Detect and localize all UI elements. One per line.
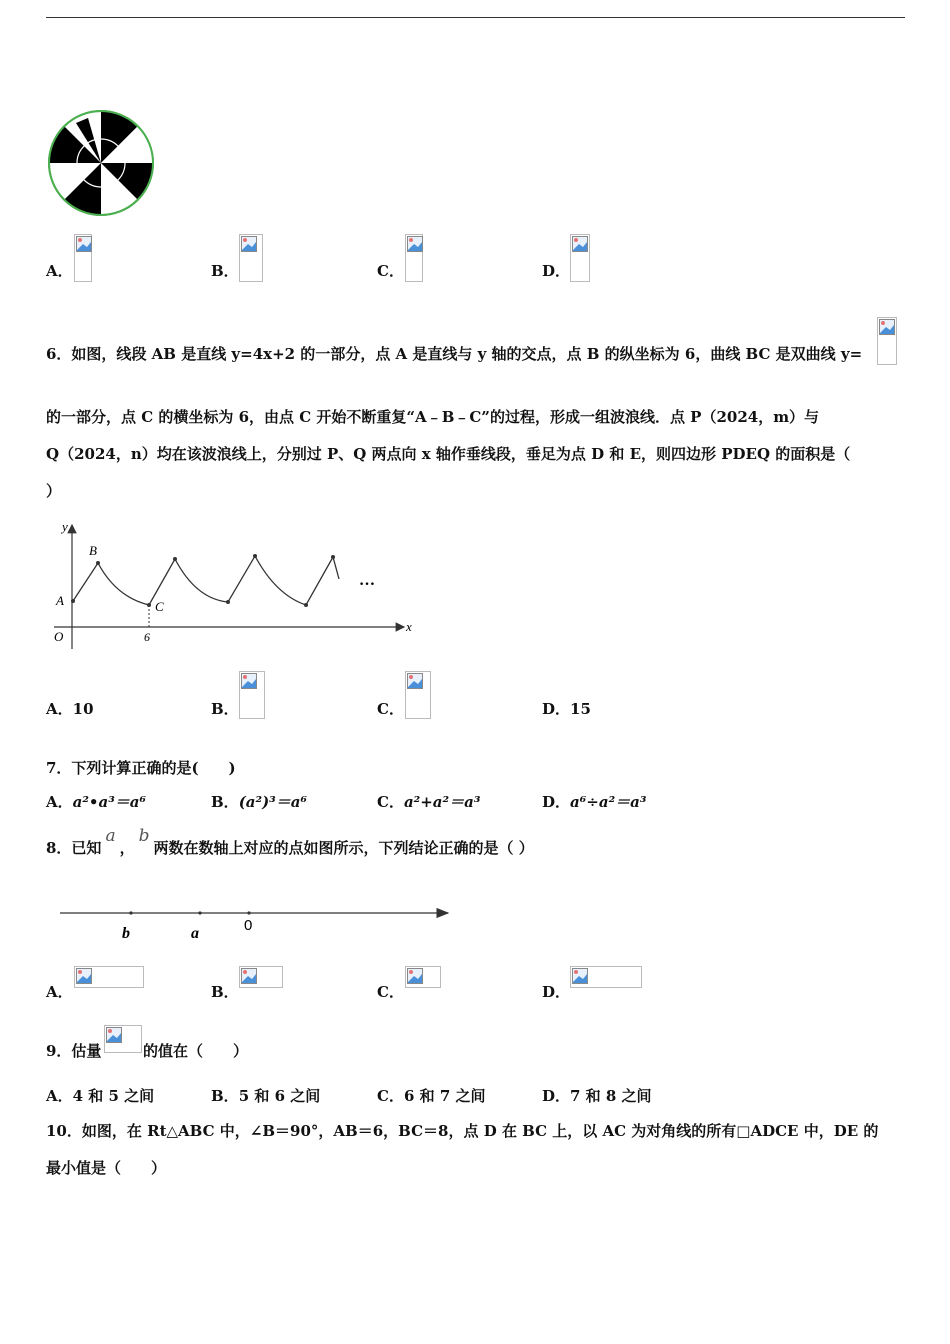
q5-option-d-image — [570, 234, 590, 282]
option-label: C． — [377, 793, 404, 811]
option-label: A． — [46, 262, 73, 280]
broken-image-icon — [407, 968, 423, 984]
option-text: a⁶÷a²＝a³ — [570, 793, 647, 811]
trough-2 — [226, 600, 230, 604]
point-a-marker — [198, 911, 201, 914]
option-label: A． — [46, 983, 73, 1001]
option-label: C． — [377, 262, 404, 280]
broken-image-icon — [879, 319, 895, 335]
pinwheel-figure — [46, 108, 156, 218]
q6-stem-line-2: 的一部分，点 C 的横坐标为 6，由点 C 开始不断重复“A﹣B﹣C”的过程，形成一组波浪线．点 P（2024，m）与 — [46, 408, 820, 426]
option-label: C． — [377, 1087, 404, 1105]
option-label: A． — [46, 1087, 73, 1105]
q6-stem-line-3: Q（2024，n）均在该波浪线上，分别过 P、Q 两点向 x 轴作垂线段，垂足为点 D 和 E，则四边形 PDEQ 的面积是（ — [46, 445, 851, 463]
trough-3 — [304, 603, 308, 607]
q5-option-c[interactable] — [377, 261, 404, 281]
header-rule — [46, 17, 905, 18]
option-label: D． — [542, 700, 571, 718]
q8-option-b-image — [239, 966, 283, 988]
broken-image-icon — [407, 236, 423, 252]
broken-image-icon — [241, 968, 257, 984]
ellipsis: … — [359, 572, 375, 589]
q6-option-b[interactable] — [211, 699, 239, 719]
c-label: C — [155, 599, 164, 614]
option-label: B． — [211, 793, 239, 811]
q6-option-b-image — [239, 671, 265, 719]
q6-option-c-image — [405, 671, 431, 719]
q5-option-a-image — [74, 234, 92, 282]
broken-image-icon — [241, 236, 257, 252]
option-label: D． — [542, 262, 571, 280]
q5-option-b-image — [239, 234, 263, 282]
option-label: D． — [542, 793, 571, 811]
broken-image-icon — [572, 968, 588, 984]
q6-stem-line-1: 6．如图，线段 AB 是直线 y=4x+2 的一部分，点 A 是直线与 y 轴的交点，点 B 的纵坐标为 6，曲线 BC 是双曲线 y= — [46, 345, 863, 363]
option-text: 7 和 8 之间 — [570, 1087, 652, 1105]
q8-option-a[interactable] — [46, 982, 73, 1002]
q9-option-b[interactable] — [211, 1086, 320, 1106]
zero-marker — [247, 911, 250, 914]
q7-option-b[interactable] — [211, 792, 307, 812]
q5-option-a[interactable] — [46, 261, 73, 281]
q8-option-b[interactable] — [211, 982, 239, 1002]
option-label: D． — [542, 983, 571, 1001]
option-label: D． — [542, 1087, 571, 1105]
q7-option-d[interactable] — [542, 792, 646, 812]
point-c — [147, 603, 151, 607]
option-label: B． — [211, 983, 239, 1001]
q5-option-c-image — [405, 234, 423, 282]
b-label: B — [89, 543, 97, 558]
q8-stem-prefix: 8．已知 — [46, 839, 102, 857]
broken-image-icon — [241, 673, 257, 689]
q6-option-a[interactable] — [46, 699, 94, 719]
a-label: a — [191, 925, 199, 942]
point-b-marker — [129, 911, 132, 914]
b-label: b — [122, 925, 130, 942]
peak-2 — [173, 557, 177, 561]
q8-option-a-image — [74, 966, 144, 988]
option-text: a²+a²＝a³ — [403, 793, 481, 811]
q8-stem — [46, 826, 534, 858]
option-label: B． — [211, 700, 239, 718]
q6-option-c[interactable] — [377, 699, 404, 719]
q6-formula-image — [877, 317, 897, 365]
q8-comma: ， — [119, 839, 135, 857]
q9-option-d[interactable] — [542, 1086, 652, 1106]
option-label: A． — [46, 793, 73, 811]
q8-option-c-image — [405, 966, 441, 988]
origin-label: O — [54, 629, 64, 644]
point-a — [71, 599, 75, 603]
option-text: (a²)³＝a⁶ — [238, 793, 308, 811]
option-label: C． — [377, 983, 404, 1001]
broken-image-icon — [76, 236, 92, 252]
q9-formula-image — [104, 1025, 142, 1053]
peak-3 — [253, 554, 257, 558]
option-text: 4 和 5 之间 — [72, 1087, 155, 1105]
broken-image-icon — [572, 236, 588, 252]
var-b: b — [138, 826, 150, 846]
peak-4 — [331, 555, 335, 559]
q6-stem-line-4: ） — [46, 482, 62, 500]
q9-option-c[interactable] — [377, 1086, 486, 1106]
var-a: a — [105, 826, 116, 846]
broken-image-icon — [106, 1027, 122, 1043]
option-text: 5 和 6 之间 — [238, 1087, 321, 1105]
q8-stem-suffix: 两数在数轴上对应的点如图所示，下列结论正确的是（ ） — [153, 839, 534, 857]
q5-option-d[interactable] — [542, 261, 570, 281]
point-b — [96, 561, 100, 565]
q5-option-b[interactable] — [211, 261, 239, 281]
q7-option-c[interactable] — [377, 792, 480, 812]
q8-option-d-image — [570, 966, 642, 988]
option-text: 15 — [570, 700, 591, 718]
wave-graph — [46, 517, 418, 657]
option-label: C． — [377, 700, 404, 718]
q10-stem-line-2: 最小值是（ ） — [46, 1159, 167, 1177]
q10-stem-line-1: 10．如图，在 Rt△ABC 中，∠B＝90°，AB＝6，BC＝8，点 D 在 BC 上，以 AC 为对角线的所有□ADCE 中，DE 的 — [46, 1122, 879, 1140]
option-label: B． — [211, 262, 239, 280]
option-label: B． — [211, 1087, 239, 1105]
wave-curve — [73, 556, 339, 605]
option-label: A． — [46, 700, 73, 718]
q6-option-d[interactable] — [542, 699, 591, 719]
x-label: x — [406, 619, 412, 634]
broken-image-icon — [76, 968, 92, 984]
option-text: a²•a³＝a⁶ — [72, 793, 147, 811]
q7-option-a[interactable] — [46, 792, 146, 812]
zero-label: 0 — [244, 917, 253, 934]
q8-option-c[interactable] — [377, 982, 404, 1002]
q7-stem: 7．下列计算正确的是( ) — [46, 759, 236, 777]
y-label: y — [62, 519, 68, 534]
q8-option-d[interactable] — [542, 982, 570, 1002]
option-text: 10 — [72, 700, 94, 718]
broken-image-icon — [407, 673, 423, 689]
option-text: 6 和 7 之间 — [403, 1087, 486, 1105]
a-label: A — [56, 593, 64, 608]
q9-stem-suffix: 的值在（ ） — [143, 1042, 249, 1060]
q9-option-a[interactable] — [46, 1086, 154, 1106]
q9-stem-prefix: 9．估量 — [46, 1042, 102, 1060]
tick-6-label: 6 — [144, 630, 150, 644]
number-line — [56, 900, 456, 945]
